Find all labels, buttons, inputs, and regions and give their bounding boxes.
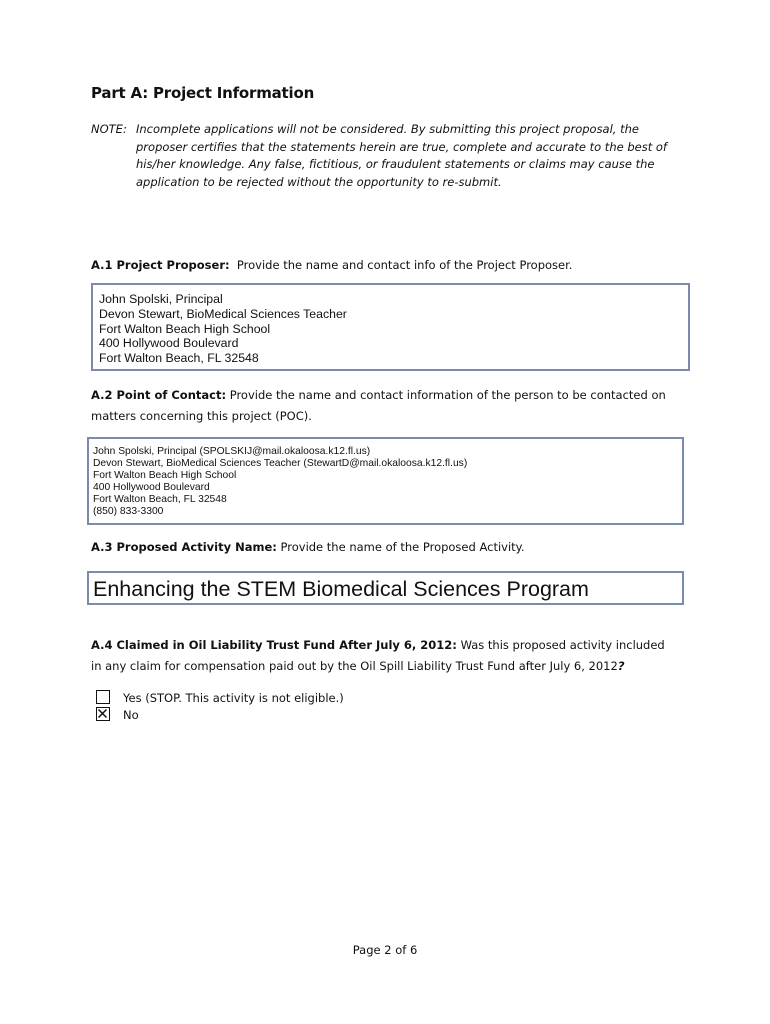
a3-prompt: Provide the name of the Proposed Activity. <box>280 540 525 554</box>
a2-answer-box[interactable] <box>87 437 684 525</box>
option-no-label: No <box>123 708 139 722</box>
a2-line: John Spolski, Principal (SPOLSKIJ@mail.okaloosa.k12.fl.us) <box>93 446 371 457</box>
checkbox-unchecked-icon[interactable] <box>96 690 110 704</box>
a3-answer-box[interactable] <box>87 571 684 605</box>
option-yes-label: Yes (STOP. This activity is not eligible.) <box>123 691 344 705</box>
section-title: Part A: Project Information <box>91 84 315 102</box>
a1-line: Fort Walton Beach, FL 32548 <box>99 351 259 366</box>
a3-label: A.3 Proposed Activity Name: <box>91 540 277 554</box>
a2-prompt: Provide the name and contact information of the person to be contacted on matters concerning this project (POC). <box>91 388 666 423</box>
a3-value: Enhancing the STEM Biomedical Sciences Program <box>93 577 589 601</box>
a1-line: John Spolski, Principal <box>99 292 223 306</box>
a4-question-mark: ? <box>617 658 625 673</box>
a2-line: Devon Stewart, BioMedical Sciences Teacher (StewartD@mail.okaloosa.k12.fl.us) <box>93 458 468 470</box>
a2-label: A.2 Point of Contact: <box>91 388 227 402</box>
a2-line: (850) 833-3300 <box>93 506 164 518</box>
a2-line: Fort Walton Beach High School <box>93 470 237 482</box>
checkbox-checked-icon[interactable] <box>96 707 110 721</box>
a2-question <box>91 385 681 426</box>
a3-question <box>91 537 524 558</box>
note-text: Incomplete applications will not be considered. By submitting this project proposal, the proposer certifies that the statements herein are true, complete and accurate to the best of his/her knowledge. Any false, fictitious, or fraudulent statements or claims may cause the application to be rejected without the opportunity to re-submit. <box>136 122 667 189</box>
a1-line: 400 Hollywood Boulevard <box>99 336 239 351</box>
a1-line: Fort Walton Beach High School <box>99 321 271 336</box>
page-number: Page 2 of 6 <box>352 943 418 957</box>
a1-question <box>91 255 572 276</box>
note-label: NOTE: <box>91 122 127 136</box>
a1-prompt: Provide the name and contact info of the Project Proposer. <box>236 258 573 272</box>
a4-label: A.4 Claimed in Oil Liability Trust Fund After July 6, 2012: <box>91 638 457 652</box>
a1-label: A.1 Project Proposer: <box>91 258 230 272</box>
a2-line: 400 Hollywood Boulevard <box>93 482 210 494</box>
a4-prompt: Was this proposed activity included in any claim for compensation paid out by the Oil Spill Liability Trust Fund after July 6, 2012 <box>91 638 665 673</box>
a4-question <box>91 635 671 676</box>
a1-answer-box[interactable] <box>91 283 690 371</box>
a1-line: Devon Stewart, BioMedical Sciences Teacher <box>99 306 347 321</box>
a2-line: Fort Walton Beach, FL 32548 <box>93 494 227 506</box>
